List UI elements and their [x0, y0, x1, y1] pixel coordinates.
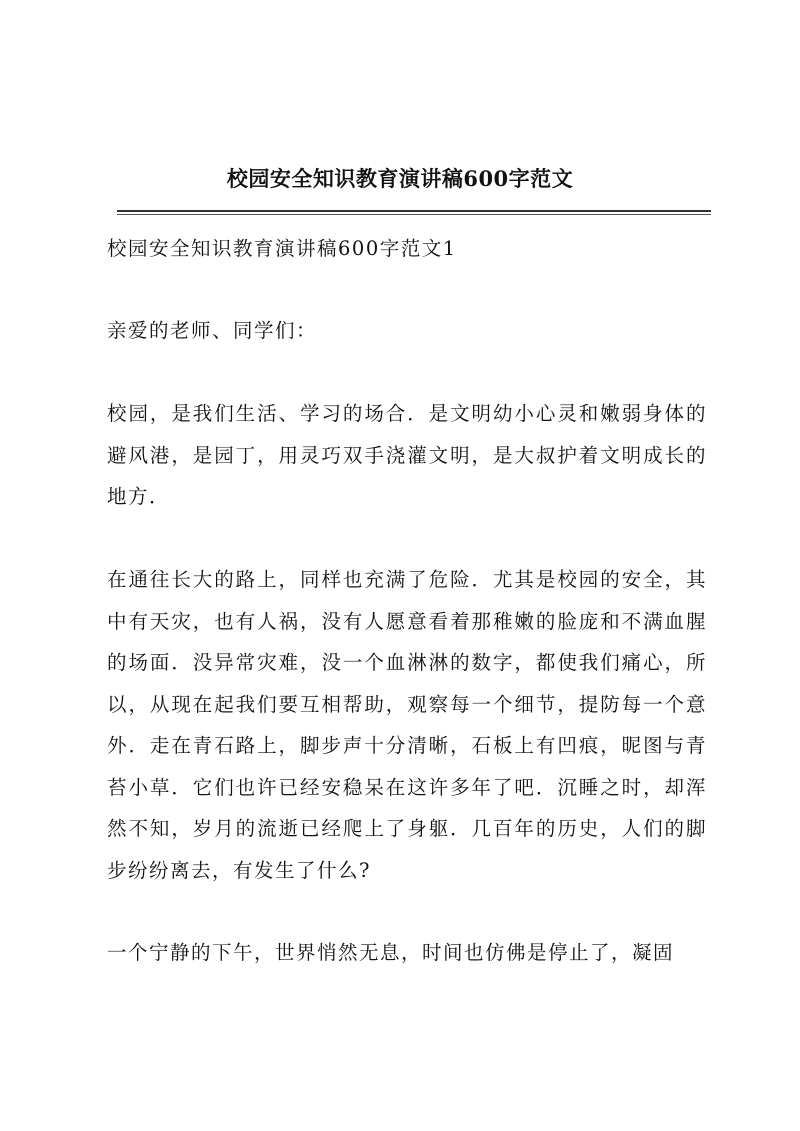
title-divider-secondary [117, 214, 711, 215]
title-divider [117, 210, 711, 212]
subtitle-paragraph: 校园安全知识教育演讲稿600字范文1 [107, 237, 457, 260]
body-paragraph: 在通往长大的路上，同样也充满了危险．尤其是校园的安全，其中有天灾，也有人祸，没有人愿意看着那稚嫩的脸庞和不满血腥的场面．没异常灾难，没一个血淋淋的数字，都使我们痛心，所以，从现在起我们要互相帮助，观察每一个细节，提防每一个意外．走在青石路上，脚步声十分清晰，石板上有凹痕，昵图与青苔小草．它们也许已经安稳呆在这许多年了吧．沉睡之时，却浑然不知，岁月的流逝已经爬上了身躯．几百年的历史，人们的脚步纷纷离去，有发生了什么? [107, 568, 707, 882]
body-paragraph: 校园，是我们生活、学习的场合．是文明幼小心灵和嫩弱身体的避风港，是园丁，用灵巧双手浇灌文明，是大叔护着文明成长的地方． [107, 402, 707, 508]
salutation-paragraph: 亲爱的老师、同学们： [107, 319, 318, 342]
document-title: 校园安全知识教育演讲稿600字范文 [226, 166, 574, 191]
body-paragraph: 一个宁静的下午，世界悄然无息，时间也仿佛是停止了，凝固 [107, 941, 675, 964]
